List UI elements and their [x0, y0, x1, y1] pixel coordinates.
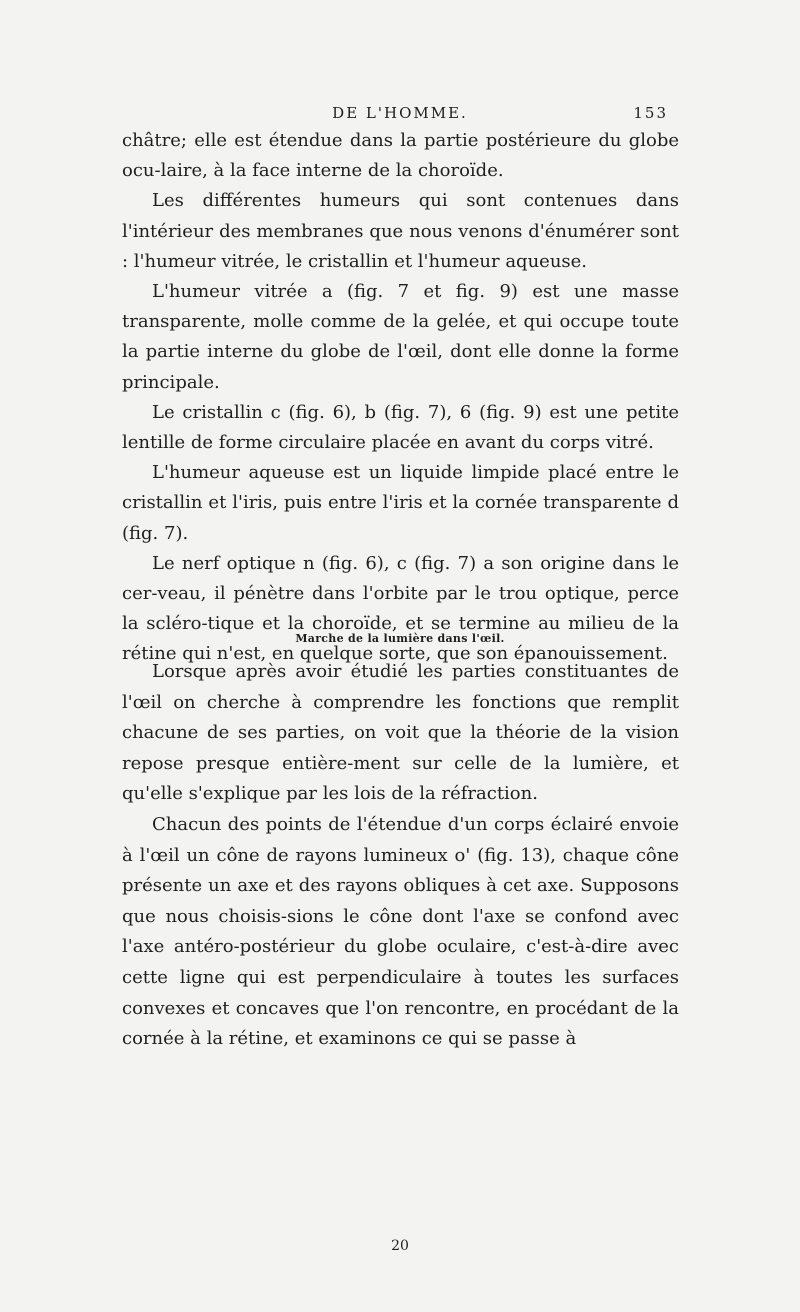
signature-mark: 20: [391, 1238, 409, 1254]
running-title: DE L'HOMME.: [332, 104, 468, 122]
paragraph: L'humeur vitrée a (fig. 7 et fig. 9) est une masse transparente, molle comme de la gelée, et qui occupe toute la partie interne du globe de l'œil, dont elle donne la forme principale.: [122, 281, 679, 393]
paragraph: châtre; elle est étendue dans la partie postérieure du globe ocu-laire, à la face interne de la choroïde.: [122, 130, 679, 182]
paragraph: Chacun des points de l'étendue d'un corps éclairé envoie à l'œil un cône de rayons lumineux o' (fig. 13), chaque cône présente un axe et des rayons obliques à cet axe. Supposons que nous choisis-sions le cône dont l'axe se confond avec l'axe antéro-postérieur du globe oculaire, c'est-à-dire avec cette ligne qui est perpendiculaire à toutes les surfaces convexes et concaves que l'on rencontre, en procédant de la cornée à la rétine, et examinons ce qui se passe à: [122, 813, 679, 1050]
running-head: [0, 104, 800, 124]
paragraph: Le cristallin c (fig. 6), b (fig. 7), 6 (fig. 9) est une petite lentille de forme circulaire placée en avant du corps vitré.: [122, 401, 679, 454]
body-text-bottom: [122, 657, 679, 1055]
paragraph: Les différentes humeurs qui sont contenues dans l'intérieur des membranes que nous venons d'énumérer sont : l'humeur vitrée, le cristallin et l'humeur aqueuse.: [122, 190, 679, 272]
body-text-top: [122, 126, 679, 670]
paragraph: Le nerf optique n (fig. 6), c (fig. 7) a son origine dans le cer-veau, il pénètre dans l'orbite par le trou optique, perce la scléro-tique et la choroïde, et se termine au milieu de la rétine qui n'est, en quelque sorte, que son épanouissement.: [122, 552, 679, 665]
paragraph: L'humeur aqueuse est un liquide limpide placé entre le cristallin et l'iris, puis entre l'iris et la cornée transparente d (fig. 7).: [122, 462, 679, 544]
section-subheading: Marche de la lumière dans l'œil.: [295, 632, 505, 645]
page-number: 153: [633, 104, 668, 122]
paragraph: Lorsque après avoir étudié les parties constituantes de l'œil on cherche à comprendre les fonctions que remplit chacune de ses parties, on voit que la théorie de la vision repose presque entière-ment sur celle de la lumière, et qu'elle s'explique par les lois de la réfraction.: [122, 661, 679, 805]
